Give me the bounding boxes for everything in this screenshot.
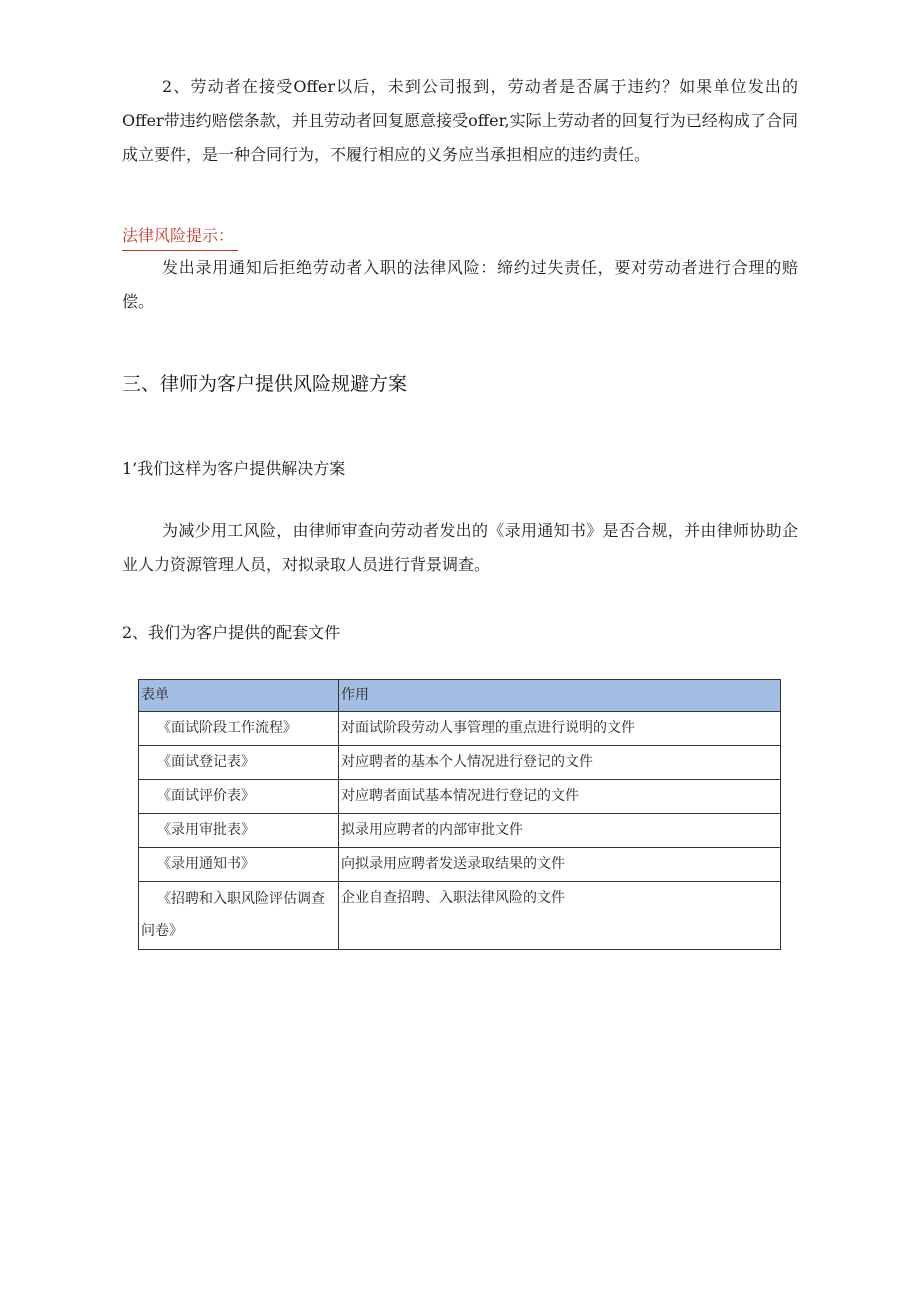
table-row	[139, 814, 781, 848]
table-header-row	[139, 680, 781, 712]
form-purpose-cell: 拟录用应聘者的内部审批文件	[339, 814, 781, 848]
form-purpose-cell: 对应聘者的基本个人情况进行登记的文件	[339, 746, 781, 780]
form-name-cell: 《录用通知书》	[139, 848, 339, 882]
form-name-cell: 《面试评价表》	[139, 780, 339, 814]
form-name-cell: 《面试登记表》	[139, 746, 339, 780]
table-row	[139, 882, 781, 950]
form-purpose-cell: 企业自查招聘、入职法律风险的文件	[339, 882, 781, 950]
table-row	[139, 780, 781, 814]
section-three-heading: 三、律师为客户提供风险规避方案	[122, 373, 408, 395]
table-row	[139, 746, 781, 780]
header-form: 表单	[139, 680, 339, 712]
files-table	[138, 679, 781, 950]
form-name-cell: 《录用审批表》	[139, 814, 339, 848]
files-subheading: 2、我们为客户提供的配套文件	[122, 623, 341, 642]
form-purpose-cell: 对应聘者面试基本情况进行登记的文件	[339, 780, 781, 814]
risk-tip-text: 发出录用通知后拒绝劳动者入职的法律风险：缔约过失责任，要对劳动者进行合理的赔偿。	[122, 258, 798, 311]
solution-text: 为减少用工风险，由律师审查向劳动者发出的《录用通知书》是否合规，并由律师协助企业人力资源管理人员，对拟录取人员进行背景调查。	[122, 521, 798, 574]
form-name-cell: 《招聘和入职风险评估调查问卷》	[139, 882, 339, 950]
paragraph-offer-breach: 2、劳动者在接受Offer以后，未到公司报到，劳动者是否属于违约？如果单位发出的Offer带违约赔偿条款，并且劳动者回复愿意接受offer,实际上劳动者的回复行为已经构成了合同成立要件，是一种合同行为，不履行相应的义务应当承担相应的违约责任。	[122, 77, 798, 164]
form-purpose-cell: 向拟录用应聘者发送录取结果的文件	[339, 848, 781, 882]
table-row	[139, 712, 781, 746]
risk-tip-heading: 法律风险提示：	[122, 222, 238, 251]
form-name-cell: 《面试阶段工作流程》	[139, 712, 339, 746]
solution-subheading: 1’我们这样为客户提供解决方案	[122, 459, 346, 478]
form-purpose-cell: 对面试阶段劳动人事管理的重点进行说明的文件	[339, 712, 781, 746]
header-purpose: 作用	[339, 680, 781, 712]
table-row	[139, 848, 781, 882]
